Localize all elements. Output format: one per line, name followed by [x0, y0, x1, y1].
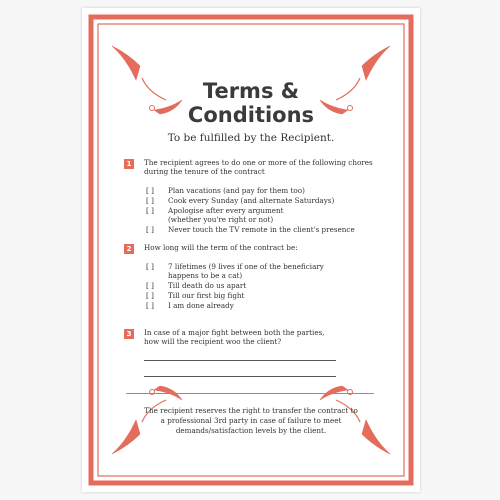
title-line-2: Conditions — [187, 103, 315, 127]
option-2-3: Till our first big fight — [168, 291, 245, 300]
checkbox[interactable]: [ ] — [146, 206, 154, 215]
option-1-1: Plan vacations (and pay for them too) — [168, 186, 305, 195]
checkbox[interactable]: [ ] — [146, 225, 154, 234]
section-2-number: 2 — [124, 244, 134, 254]
checkbox[interactable]: [ ] — [146, 186, 154, 195]
option-1-3-cont: (whether you're right or not) — [168, 215, 274, 224]
section-3-prompt-line-1: In case of a major fight between both the parties, — [144, 328, 325, 337]
section-divider — [126, 393, 374, 394]
option-1-4: Never touch the TV remote in the client's presence — [168, 225, 355, 234]
checkbox[interactable]: [ ] — [146, 281, 154, 290]
option-2-1-cont: happens to be a cat) — [168, 271, 243, 280]
answer-line-1[interactable] — [144, 360, 336, 361]
answer-line-2[interactable] — [144, 376, 336, 377]
subtitle: To be fulfilled by the Recipient. — [167, 132, 335, 144]
footer-note — [138, 406, 364, 436]
checkbox[interactable]: [ ] — [146, 291, 154, 300]
option-2-4: I am done already — [168, 301, 234, 310]
terms-card — [82, 8, 420, 492]
section-2-prompt: How long will the term of the contract be: — [144, 243, 298, 252]
section-1-prompt-line-1: The recipient agrees to do one or more of the following chores — [144, 158, 373, 167]
title-line-1: Terms & — [202, 79, 300, 103]
option-1-3: Apologise after every argument — [168, 206, 284, 215]
section-1-number: 1 — [124, 159, 134, 169]
section-1-prompt-line-2: during the tenure of the contract — [144, 167, 265, 176]
footer-line-2: a professional 3rd party in case of failure to meet — [160, 416, 342, 425]
option-1-2: Cook every Sunday (and alternate Saturdays) — [168, 196, 335, 205]
section-3-number: 3 — [124, 329, 134, 339]
section-3-prompt-line-2: how will the recipient woo the client? — [144, 337, 282, 346]
option-2-1: 7 lifetimes (9 lives if one of the beneficiary — [168, 262, 324, 271]
checkbox[interactable]: [ ] — [146, 196, 154, 205]
option-2-2: Till death do us apart — [168, 281, 247, 290]
footer-line-3: demands/satisfaction levels by the client. — [175, 426, 327, 435]
footer-line-1: The recipient reserves the right to transfer the contract to — [144, 406, 358, 415]
checkbox[interactable]: [ ] — [146, 301, 154, 310]
checkbox[interactable]: [ ] — [146, 262, 154, 271]
